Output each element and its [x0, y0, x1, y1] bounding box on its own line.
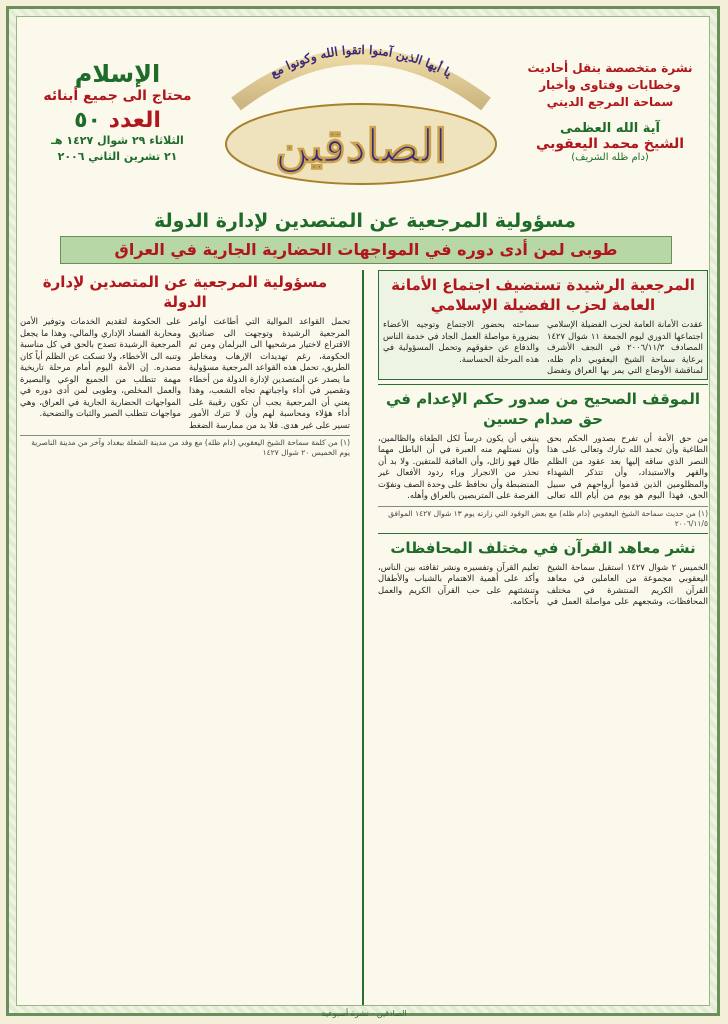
date-gregorian: ٢١ تشرين الثاني ٢٠٠٦: [57, 150, 178, 163]
article-body: عقدت الأمانة العامة لحزب الفضيلة الإسلامي اجتماعها الدوري ليوم الجمعة ١١ شوال ١٤٢٧ المصادف ٢٠٠٦/١١/٣ في النجف الأشرف برعاية سماحة الشيخ اليعقوبي دام ظله، لمناقشة الأوضاع التي يمر بها العراق وتفضل سماحته بحضور الاجتماع وتوجيه الأعضاء بضرورة مواصلة العمل الجاد في خدمة الناس والدفاع عن حقوقهم وتحمل المسؤولية في هذه المرحلة الحساسة.: [383, 319, 703, 375]
footnote: (١) من كلمة سماحة الشيخ اليعقوبي (دام ظله) مع وفد من مدينة الشعلة ببغداد وآخر من مدينة الناصرية يوم الخميس ٢٠ شوال ١٤٢٧: [20, 435, 350, 458]
article-saddam-verdict: [378, 389, 708, 529]
divider: [378, 533, 708, 534]
main-headline: مسؤولية المرجعية عن المتصدين لإدارة الدولة: [153, 210, 576, 232]
issue-label: العدد: [108, 108, 161, 133]
article-body: تحمل القواعد الموالية التي أطاعت أوامر المرجعية الرشيدة وتوجهت الى صناديق الاقتراع لاختيار مرشحيها الى البرلمان ومن ثم الحكومة، رغم تهديدات الإرهاب ومخاطر الطريق، تحمل هذه القواعد المرجعية مسؤولية ما يصدر عن المتصدين لإدارة الدولة من أخطاء وتقصير في أداء واجباتهم تجاه الشعب، وهذا يعني أن المرجعية يجب أن تكون رقيبة على أداء هؤلاء ومحاسبة لهم وأن لا تترك الأمور تسير على غير هدى. فلا بد من ممارسة الضغط على الحكومة لتقديم الخدمات وتوفير الأمن ومحاربة الفساد الإداري والمالي، وهذا ما يجعل المرجعية الرشيدة تصدح بالحق في كل مناسبة وتنبه الى الأخطاء، ولا تسكت عن الظلم أياً كان مصدره. إن الأمة اليوم أمام مرحلة تاريخية مهمة تتطلب من الجميع الوعي والبصيرة والعمل المخلص، وطوبى لمن أدى دوره في المواجهات الحضارية الجارية في العراق، وهي مواجهات تتطلب الصبر والثبات والتضحية.: [20, 316, 350, 430]
divider: [378, 384, 708, 385]
article-body: الخميس ٢ شوال ١٤٢٧ استقبل سماحة الشيخ اليعقوبي مجموعة من العاملين في معاهد القرآن الكريم المنتشرة في مختلف المحافظات، وشجعهم على مواصلة العمل في تعليم القرآن وتفسيره ونشر ثقافته بين الناس، وأكد على أهمية الاهتمام بالشباب والأطفال وتنشئتهم على حب القرآن الكريم والعمل بأحكامه.: [378, 561, 708, 606]
article-party-meeting: [378, 270, 708, 380]
issue-value: ٥٠: [74, 108, 101, 133]
tagline: نشرة متخصصة بنقل أحاديث وخطابات وفتاوى وأخبار سماحة المرجع الديني: [527, 61, 693, 109]
newsletter-logo: [216, 24, 506, 194]
marja-name: الشيخ محمد اليعقوبي: [535, 136, 685, 152]
slogan-needs: محتاج الى جميع أبنائه: [43, 88, 192, 104]
footnote: (١) من حديث سماحة الشيخ اليعقوبي (دام ظله) مع بعض الوفود التي زارته يوم ١٣ شوال ١٤٢٧ الموافق ٢٠٠٦/١١/٥: [378, 506, 708, 529]
logo-calligraphy-icon: [216, 24, 506, 194]
logo-text: الصادقين: [274, 119, 448, 173]
footer: الصادقين - نشرة أسبوعية: [321, 1009, 407, 1018]
article-body: من حق الأمة أن تفرح بصدور الحكم بحق الطاغية وأن تحمد الله تبارك وتعالى على هذا النصر الذي ساقه إليها بعد عقود من الظلم والقهر والاستبداد، وأن تتذكر الشهداء والمظلومين الذين قدموا أرواحهم في سبيل الحق، فهذا اليوم هو يوم من أيام الله تعالى ينبغي أن يكون درساً لكل الطغاة والظالمين، وأن نستلهم منه العبرة في أن الباطل مهما طال فهو زائل، وأن العاقبة للمتقين. ولا بد أن نحذر من الانجرار وراء ردود الأفعال غير المنضبطة وأن نحافظ على وحدة الصف ونفوّت الفرصة على المتربصين بالعراق وأهله.: [378, 432, 708, 500]
banner-headline: طوبى لمن أدى دوره في المواجهات الحضارية الجارية في العراق: [60, 236, 672, 264]
article-title: المرجعية الرشيدة تستضيف اجتماع الأمانة العامة لحزب الفضيلة الإسلامي: [391, 276, 695, 314]
slogan-islam: الإسلام: [74, 60, 161, 88]
ayatollah-title: آية الله العظمى: [559, 121, 660, 136]
article-title: مسؤولية المرجعية عن المتصدين لإدارة الدولة: [42, 273, 328, 311]
article-title: الموقف الصحيح من صدور حكم الإعدام في حق صدام حسين: [385, 389, 701, 428]
right-column: [378, 270, 708, 996]
logo-arc-text: يا أيها الذين آمنوا اتقوا الله وكونوا مع: [267, 42, 455, 81]
masthead-right: [520, 60, 700, 163]
issue-number: [30, 108, 205, 133]
date-hijri: الثلاثاء ٢٩ شوال ١٤٢٧ هـ: [51, 134, 184, 147]
article-title: نشر معاهد القرآن في مختلف المحافظات: [390, 538, 696, 557]
article-quran-institutes: [378, 538, 708, 608]
masthead-left: [30, 60, 205, 165]
masthead: [16, 16, 710, 206]
left-column: [20, 270, 350, 996]
honorific: (دام ظله الشريف): [571, 152, 649, 163]
column-divider: [362, 270, 364, 1005]
